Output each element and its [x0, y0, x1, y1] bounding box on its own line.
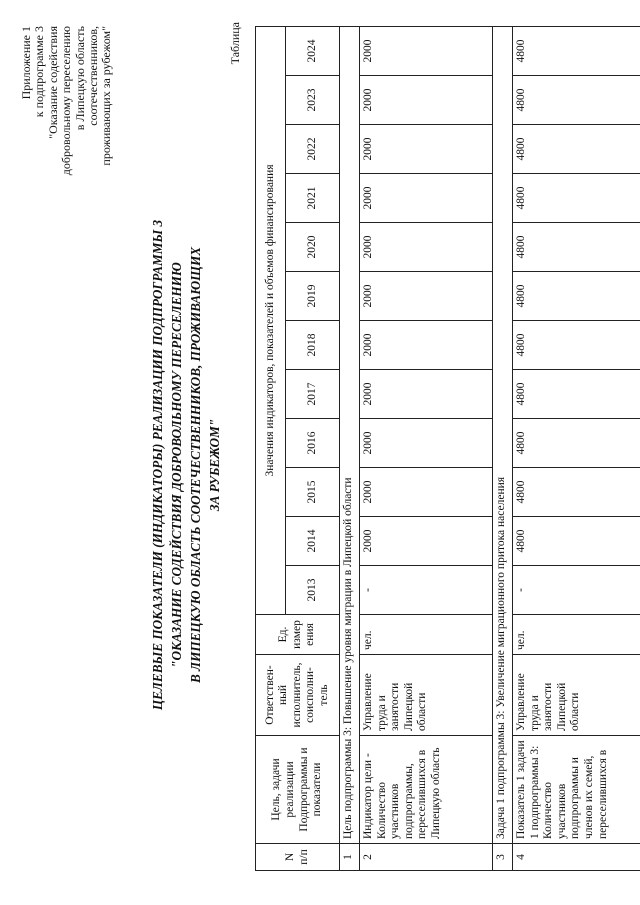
appendix-line: "Оказание содействия: [45, 26, 60, 139]
value-cell: 4800: [513, 419, 640, 468]
row-num: 4: [513, 844, 640, 871]
header-responsible: Ответствен-ный исполнитель, соисполни-тель: [256, 655, 340, 736]
value-cell: 4800: [513, 272, 640, 321]
header-year: 2024: [286, 26, 340, 75]
header-unit: Ед. измер ения: [256, 615, 340, 655]
indicators-table: [255, 26, 640, 871]
header-year: 2019: [286, 272, 340, 321]
appendix-line: добровольному переселению: [59, 26, 74, 176]
goal-row-text: Цель подпрограммы 3: Повышение уровня миграции в Липецкой области: [340, 26, 360, 843]
header-values-group: Значения индикаторов, показателей и объемов финансирования: [256, 26, 286, 614]
header-year: 2013: [286, 566, 340, 615]
title-line: "ОКАЗАНИЕ СОДЕЙСТВИЯ ДОБРОВОЛЬНОМУ ПЕРЕСЕЛЕНИЮ: [169, 262, 184, 668]
appendix-line: Приложение 1: [19, 26, 33, 100]
value-cell: -: [513, 566, 640, 615]
value-cell: 2000: [360, 174, 493, 223]
table-label: Таблица: [228, 22, 242, 65]
table-row: [513, 26, 640, 870]
unit-cell: чел.: [513, 615, 640, 655]
header-year: 2020: [286, 223, 340, 272]
row-num: 1: [340, 844, 360, 871]
value-cell: 2000: [360, 272, 493, 321]
appendix-line: в Липецкую область: [72, 26, 87, 131]
value-cell: 2000: [360, 76, 493, 125]
title-line: ЗА РУБЕЖОМ": [207, 418, 222, 512]
table-row: [360, 26, 493, 870]
value-cell: 2000: [360, 26, 493, 75]
table-row: [340, 26, 360, 870]
value-cell: 2000: [360, 223, 493, 272]
value-cell: 2000: [360, 468, 493, 517]
document-title: [148, 185, 224, 745]
table-row: [493, 26, 513, 870]
value-cell: 4800: [513, 370, 640, 419]
row-num: 2: [360, 844, 493, 871]
indicator-name: Индикатор цели - Количество участников подпрограммы, переселившихся в Липецкую область: [360, 736, 493, 844]
responsible-executor: Управление труда и занятости Липецкой области: [360, 655, 493, 736]
value-cell: -: [360, 566, 493, 615]
value-cell: 4800: [513, 174, 640, 223]
value-cell: 2000: [360, 517, 493, 566]
header-year: 2016: [286, 419, 340, 468]
header-year: 2023: [286, 76, 340, 125]
header-year: 2015: [286, 468, 340, 517]
value-cell: 4800: [513, 223, 640, 272]
appendix-line: к подпрограмме 3: [32, 26, 47, 118]
header-year: 2017: [286, 370, 340, 419]
value-cell: 4800: [513, 517, 640, 566]
value-cell: 4800: [513, 125, 640, 174]
indicator-name: Показатель 1 задачи 1 подпрограммы 3: Количество участников подпрограммы и членов их семей, переселившихся в: [513, 736, 640, 844]
value-cell: 2000: [360, 321, 493, 370]
header-year: 2018: [286, 321, 340, 370]
header-goal: Цель, задачи реализации Подпрограммы и показатели: [256, 736, 340, 844]
header-year: 2021: [286, 174, 340, 223]
value-cell: 4800: [513, 321, 640, 370]
header-year: 2014: [286, 517, 340, 566]
value-cell: 4800: [513, 76, 640, 125]
appendix-line: соотечественников,: [86, 26, 101, 126]
title-line: В ЛИПЕЦКУЮ ОБЛАСТЬ СООТЕЧЕСТВЕННИКОВ, ПРОЖИВАЮЩИХ: [188, 246, 203, 684]
header-num: N п/п: [256, 844, 340, 871]
value-cell: 2000: [360, 419, 493, 468]
value-cell: 2000: [360, 125, 493, 174]
unit-cell: чел.: [360, 615, 493, 655]
header-year: 2022: [286, 125, 340, 174]
appendix-note: [20, 26, 114, 296]
task-row-text: Задача 1 подпрограммы 3: Увеличение миграционного притока населения: [493, 26, 513, 843]
appendix-line: проживающих за рубежом": [99, 26, 114, 166]
responsible-executor: Управление труда и занятости Липецкой области: [513, 655, 640, 736]
title-line: ЦЕЛЕВЫЕ ПОКАЗАТЕЛИ (ИНДИКАТОРЫ) РЕАЛИЗАЦИИ ПОДПРОГРАММЫ 3: [150, 219, 165, 711]
value-cell: 4800: [513, 26, 640, 75]
value-cell: 4800: [513, 468, 640, 517]
value-cell: 2000: [360, 370, 493, 419]
row-num: 3: [493, 844, 513, 871]
